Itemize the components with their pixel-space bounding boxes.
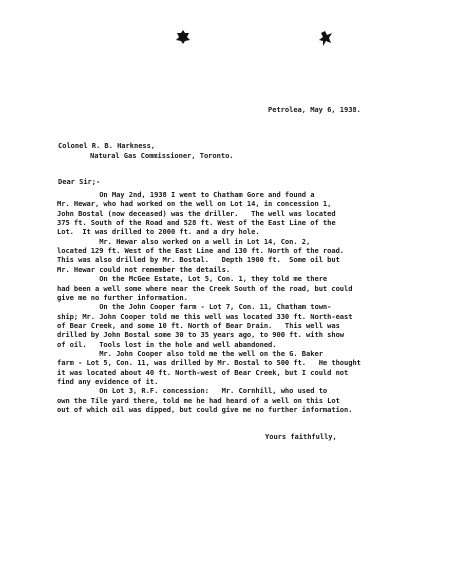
body-line: On the McGee Estate, Lot 5, Con. 1, they told me there <box>57 274 328 284</box>
body-line: it was located about 40 ft. North-west of Bear Creek, but I could not <box>57 367 349 377</box>
body-line: located 129 ft. West of the East Line and 130 ft. North of the road. <box>57 246 345 256</box>
body-line: Lot. It was drilled to 2000 ft. and a dry hole. <box>57 227 260 237</box>
body-line: farm - Lot 5, Con. 11, was drilled by Mr. Bostal to 500 ft. He thought <box>57 358 361 368</box>
body-line: ship; Mr. John Cooper told me this well was located 330 ft. North-east <box>57 311 353 321</box>
ink-blot-mark-left <box>176 30 190 44</box>
body-line: Mr. Hewar also worked on a well in Lot 14, Con. 2, <box>57 236 311 246</box>
body-line: Mr. John Cooper also told me the well on the G. Baker <box>57 348 323 358</box>
body-line: On May 2nd, 1938 I went to Chatham Gore and found a <box>57 190 315 199</box>
body-line: find any evidence of it. <box>57 377 159 386</box>
body-line: On the John Cooper farm - Lot 7, Con. 11, Chatham town- <box>57 302 332 312</box>
recipient-title: Natural Gas Commissioner, Toronto. <box>90 151 234 160</box>
body-line: On Lot 3, R.F. concession: Mr. Cornhill, who used to <box>57 386 328 396</box>
body-line: out of which oil was dipped, but could give me no further information. <box>57 405 353 414</box>
body-line: had been a well some where near the Creek South of the road, but could <box>57 283 353 293</box>
closing: Yours faithfully, <box>265 432 337 441</box>
body-line: This was also drilled by Mr. Bostal. Depth 1900 ft. Some oil but <box>57 255 340 265</box>
body-line: John Bostal (now deceased) was the driller. The well was located <box>57 208 336 218</box>
body-line: of Bear Creek, and some 10 ft. North of Bear Drain. This well was <box>57 320 340 330</box>
body-line: drilled by John Bostal some 30 to 35 years ago, to 900 ft. with show <box>57 330 345 340</box>
body-line: give me no further information. <box>57 292 188 302</box>
salutation: Dear Sir;- <box>58 177 101 186</box>
letter-date: Petrolea, May 6, 1938. <box>268 105 361 114</box>
recipient-name: Colonel R. B. Harkness, <box>58 141 156 150</box>
body-line: of oil. Tools lost in the hole and well abandoned. <box>57 339 277 349</box>
ink-blot-mark-right <box>319 31 333 46</box>
body-line: Mr. Hewar, who had worked on the well on Lot 14, in concession 1, <box>57 199 332 209</box>
body-line: own the Tile yard there, told me he had heard of a well on this Lot <box>57 395 340 405</box>
body-line: Mr. Hewar could not remember the details. <box>57 264 231 274</box>
body-line: 375 ft. South of the Road and 528 ft. West of the East Line of the <box>57 218 336 228</box>
